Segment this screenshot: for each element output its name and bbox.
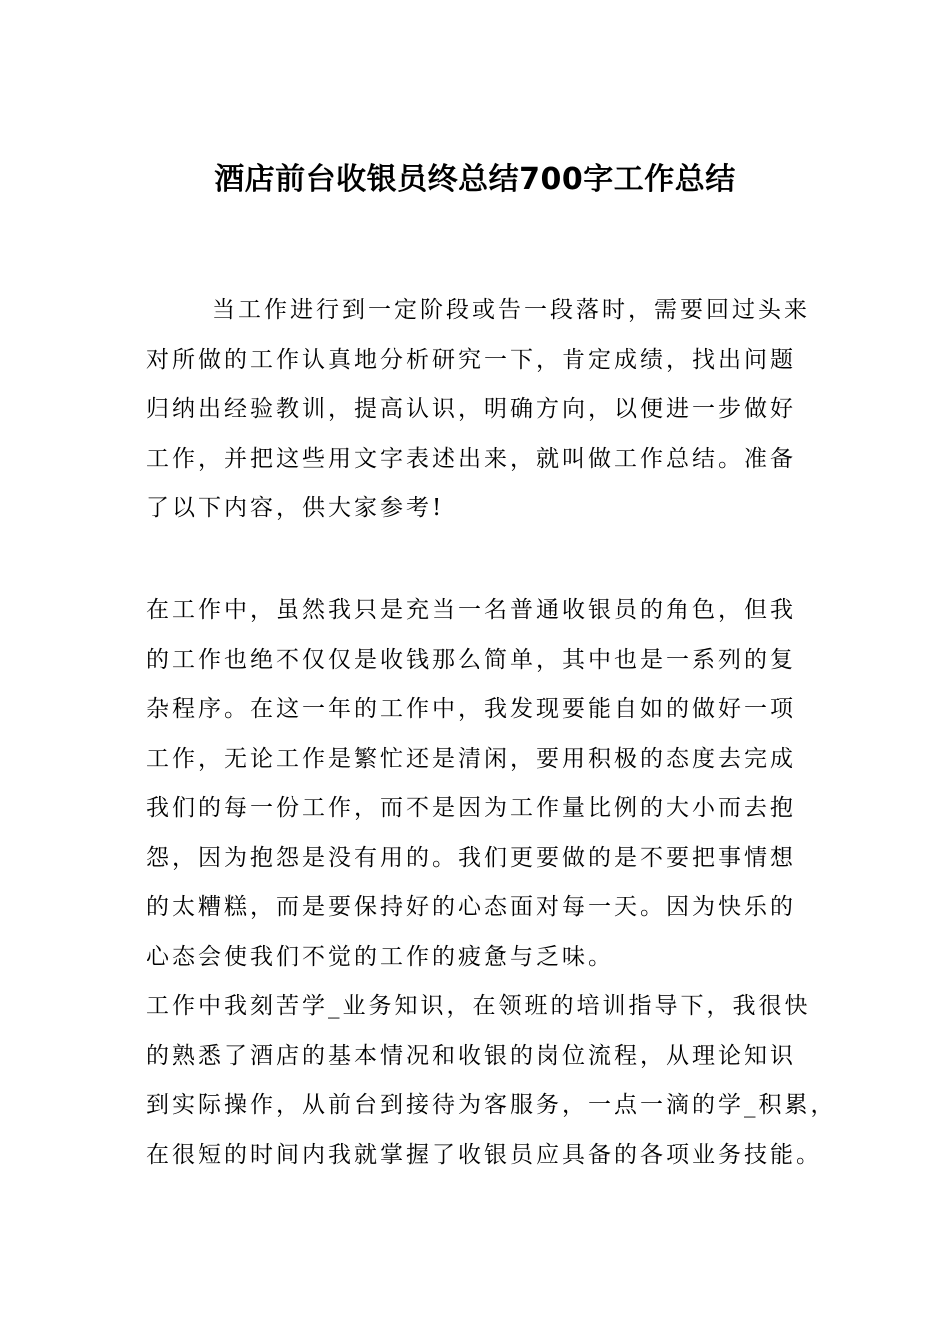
paragraph-line: 心态会使我们不觉的工作的疲惫与乏味。 (146, 943, 614, 970)
paragraph-line: 我们的每一份工作，而不是因为工作量比例的大小而去抱 (146, 795, 796, 821)
paragraph-line: 的太糟糕，而是要保持好的心态面对每一天。因为快乐的 (146, 894, 796, 920)
paragraph-line: 的熟悉了酒店的基本情况和收银的岗位流程，从理论知识 (146, 1042, 796, 1069)
paragraph-line: 杂程序。在这一年的工作中，我发现要能自如的做好一项 (146, 696, 796, 722)
paragraph-line: 当工作进行到一定阶段或告一段落时，需要回过头来 (212, 297, 810, 323)
paragraph-line: 工作，无论工作是繁忙还是清闲，要用积极的态度去完成 (146, 745, 796, 772)
paragraph-line: 工作中我刻苦学_业务知识，在领班的培训指导下，我很快 (146, 993, 811, 1019)
paragraph-skills (146, 982, 836, 1180)
document-title: 酒店前台收银员终总结700字工作总结 (214, 162, 736, 197)
paragraph-line: 了以下内容，供大家参考! (146, 495, 445, 521)
paragraph-line: 在工作中，虽然我只是充当一名普通收银员的角色，但我 (146, 597, 796, 623)
paragraph-intro (146, 286, 836, 534)
paragraph-line: 在很短的时间内我就掌握了收银员应具备的各项业务技能。 (146, 1141, 822, 1168)
paragraph-line: 归纳出经验教训，提高认识，明确方向，以便进一步做好 (146, 396, 796, 422)
paragraph-line: 怨，因为抱怨是没有用的。我们更要做的是不要把事情想 (146, 844, 796, 871)
paragraph-line: 工作，并把这些用文字表述出来，就叫做工作总结。准备 (146, 445, 796, 472)
paragraph-work-attitude (146, 586, 836, 982)
paragraph-line: 对所做的工作认真地分析研究一下，肯定成绩，找出问题 (146, 346, 796, 373)
paragraph-line: 的工作也绝不仅仅是收钱那么简单，其中也是一系列的复 (146, 646, 796, 673)
paragraph-line: 到实际操作，从前台到接待为客服务，一点一滴的学_积累， (146, 1092, 837, 1118)
